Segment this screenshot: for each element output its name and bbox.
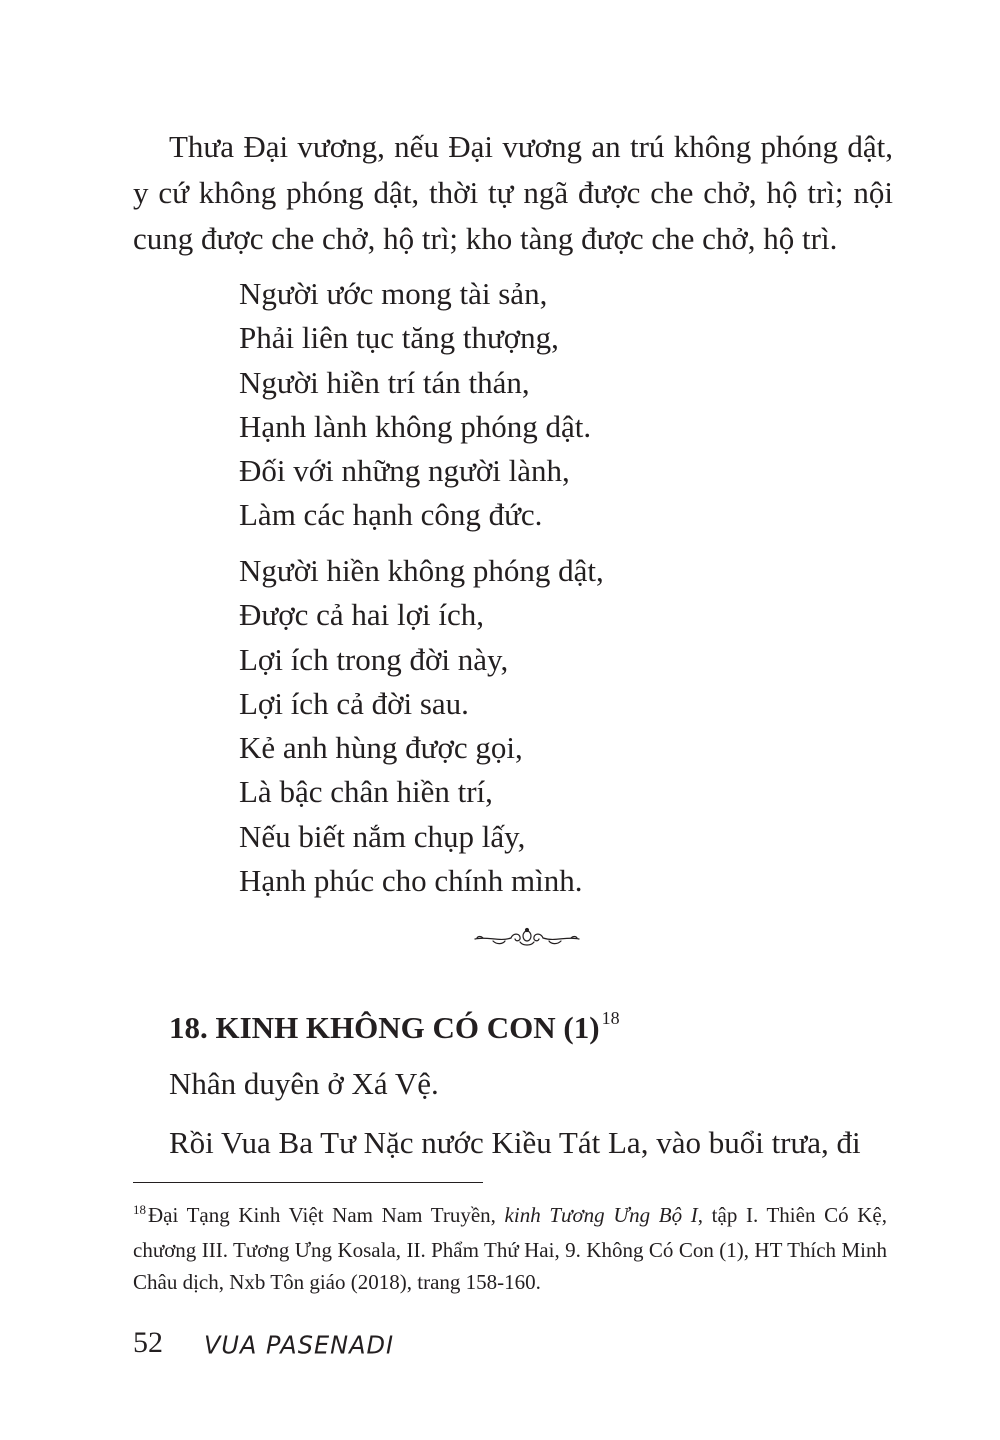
verse-line: Người hiền trí tán thán, (239, 364, 530, 400)
body-paragraph: Thưa Đại vương, nếu Đại vương an trú không phóng dật, y cứ không phóng dật, thời tự ngã được che chở, hộ trì; nội cung được che chở, hộ trì; kho tàng được che chở, hộ trì. (133, 129, 893, 256)
verse-line: Lợi ích trong đời này, (239, 641, 509, 677)
verse-line: Hạnh lành không phóng dật. (239, 408, 592, 444)
verse-line: Được cả hai lợi ích, (239, 597, 484, 633)
footnote-italic-title: kinh Tương Ưng Bộ I (504, 1203, 698, 1227)
section-heading (169, 1005, 620, 1055)
page-number: 52 (133, 1326, 163, 1359)
verse-line: Hạnh phúc cho chính mình. (239, 863, 583, 899)
verse-stanza-2 (239, 549, 839, 903)
footnote-text: Đại Tạng Kinh Việt Nam Nam Truyền, (148, 1203, 505, 1227)
footnote-mark: 18 (133, 1202, 146, 1217)
verse-line: Là bậc chân hiền trí, (239, 774, 493, 810)
verse-line: Người hiền không phóng dật, (239, 553, 604, 588)
verse-line: Kẻ anh hùng được gọi, (239, 730, 523, 766)
verse-line: Người ước mong tài sản, (239, 276, 548, 311)
flourish-divider-icon (473, 926, 581, 950)
verse-stanza-1 (239, 272, 839, 538)
verse-line: Phải liên tục tăng thượng, (239, 320, 559, 356)
verse-line: Làm các hạnh công đức. (239, 497, 543, 533)
footnote-text-rest: , tập I. Thiên Có Kệ, chương III. Tương Ưng Kosala, II. Phẩm Thứ Hai, 9. Không Có Con (1), HT Thích Minh Châu dịch, Nxb Tôn giáo (2018), trang 158-160. (133, 1203, 887, 1294)
verse-line: Nếu biết nắm chụp lấy, (239, 818, 526, 854)
footnote (133, 1199, 887, 1298)
footnote-divider (133, 1182, 483, 1183)
footnote-reference[interactable]: 18 (601, 1008, 620, 1028)
section-paragraph: Rồi Vua Ba Tư Nặc nước Kiều Tát La, vào buổi trưa, đi (169, 1125, 861, 1160)
section-heading-text: 18. KINH KHÔNG CÓ CON (1) (169, 1010, 600, 1045)
verse-line: Lợi ích cả đời sau. (239, 685, 469, 721)
verse-line: Đối với những người lành, (239, 453, 570, 489)
section-paragraph: Nhân duyên ở Xá Vệ. (169, 1066, 439, 1101)
running-title: VUA PASENADI (204, 1330, 395, 1360)
